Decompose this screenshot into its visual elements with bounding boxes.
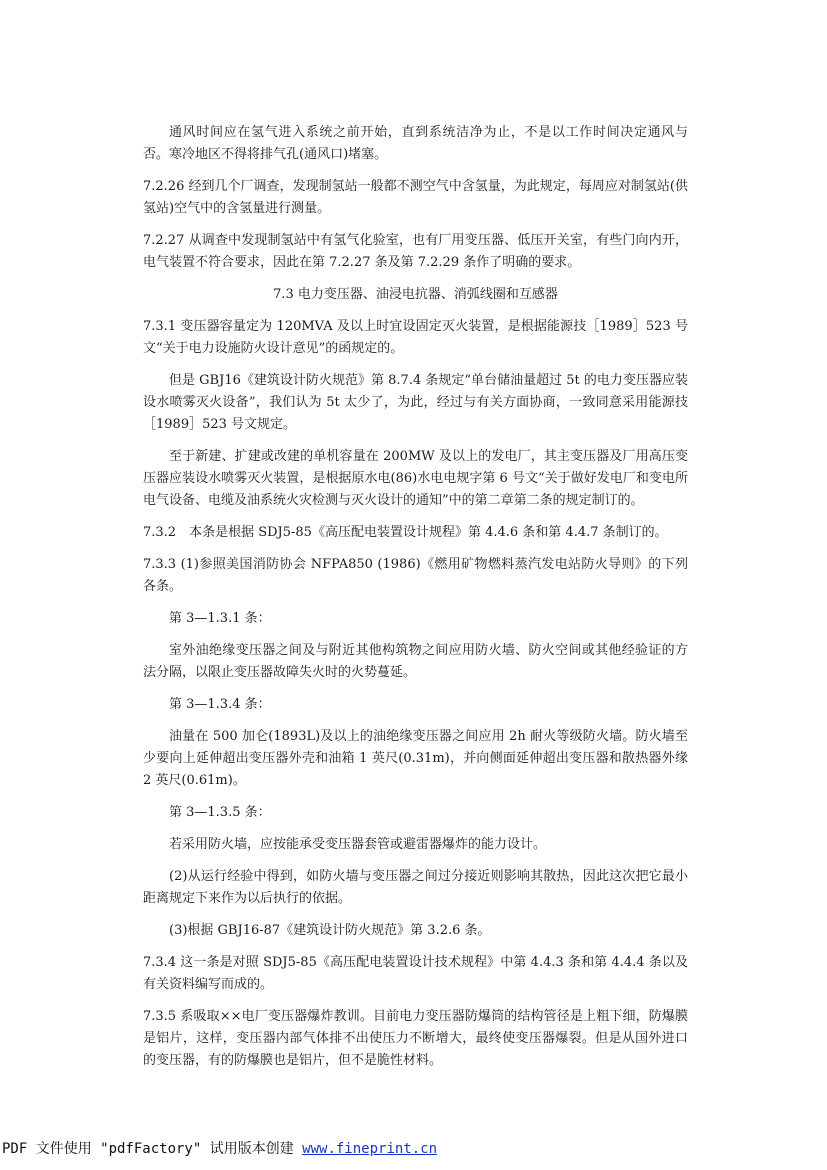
paragraph-7-2-27: 7.2.27 从调查中发现制氢站中有氢气化验室，也有厂用变压器、低压开关室，有些门向内开，电气装置不符合要求，因此在第 7.2.27 条及第 7.2.29 条作了明确的要求。 [143,233,688,270]
paragraph-7-3-3-item-3: (3)根据 GBJ16-87《建筑设计防火规范》第 3.2.6 条。 [169,923,491,938]
fineprint-link[interactable]: www.fineprint.cn [302,1141,438,1157]
pdf-footer [2,1138,437,1158]
paragraph-gbj16-note: 但是 GBJ16《建筑设计防火规范》第 8.7.4 条规定“单台储油量超过 5t 的电力变压器应装设水喷雾灭火设备”，我们认为 5t 太少了，为此，经过与有关方面协商，一致同意采用能源技［1989］523 号文规定。 [143,373,688,432]
footer-text: PDF 文件使用 "pdfFactory" 试用版本创建 [2,1141,303,1157]
clause-3-1-3-4-label: 第 3—1.3.4 条： [169,697,271,712]
clause-3-1-3-5-label: 第 3—1.3.5 条： [169,805,271,820]
paragraph-ventilation-note: 通风时间应在氢气进入系统之前开始，直到系统洁净为止，不是以工作时间决定通风与否。寒冷地区不得将排气孔(通风口)堵塞。 [143,125,688,162]
document-body [143,122,688,1082]
paragraph-200mw-note: 至于新建、扩建或改建的单机容量在 200MW 及以上的发电厂，其主变压器及厂用高压变压器应装设水喷雾灭火装置，是根据原水电(86)水电电规字第 6 号文“关于做好发电厂和变电所电气设备、电缆及油系统火灾检测与灭火设计的通知”中的第二章第二条的规定制订的。 [143,449,688,508]
paragraph-7-2-26: 7.2.26 经到几个厂调查，发现制氢站一般都不测空气中含氢量，为此规定，每周应对制氢站(供氢站)空气中的含氢量进行测量。 [143,179,688,216]
paragraph-7-3-5: 7.3.5 系吸取××电厂变压器爆炸教训。目前电力变压器防爆筒的结构管径是上粗下细，防爆膜是铝片，这样，变压器内部气体排不出使压力不断增大，最终使变压器爆裂。但是从国外进口的变压器，有的防爆膜也是铝片，但不是脆性材料。 [143,1009,688,1068]
clause-3-1-3-4-text: 油量在 500 加仑(1893L)及以上的油绝缘变压器之间应用 2h 耐火等级防火墙。防火墙至少要向上延伸超出变压器外壳和油箱 1 英尺(0.31m)，并向侧面延伸超出变压器和散热器外缘 2 英尺(0.61m)。 [143,729,688,788]
paragraph-7-3-4: 7.3.4 这一条是对照 SDJ5-85《高压配电装置设计技术规程》中第 4.4.3 条和第 4.4.4 条以及有关资料编写而成的。 [143,955,688,992]
paragraph-7-3-1: 7.3.1 变压器容量定为 120MVA 及以上时宜设固定灭火装置，是根据能源技［1989］523 号文“关于电力设施防火设计意见”的函规定的。 [143,319,688,356]
clause-3-1-3-1-text: 室外油绝缘变压器之间及与附近其他构筑物之间应用防火墙、防火空间或其他经验证的方法分隔，以限止变压器故障失火时的火势蔓延。 [143,643,688,680]
section-heading-7-3: 7.3 电力变压器、油浸电抗器、消弧线圈和互感器 [273,287,558,302]
paragraph-7-3-2: 7.3.2 本条是根据 SDJ5-85《高压配电装置设计规程》第 4.4.6 条和第 4.4.7 条制订的。 [143,525,668,540]
paragraph-7-3-3: 7.3.3 (1)参照美国消防协会 NFPA850 (1986)《燃用矿物燃料蒸汽发电站防火导则》的下列各条。 [143,557,688,594]
clause-3-1-3-5-text: 若采用防火墙，应按能承受变压器套管或避雷器爆炸的能力设计。 [169,837,547,852]
paragraph-7-3-3-item-2: (2)从运行经验中得到，如防火墙与变压器之间过分接近则影响其散热，因此这次把它最小距离规定下来作为以后执行的依据。 [143,869,688,906]
clause-3-1-3-1-label: 第 3—1.3.1 条： [169,611,271,626]
